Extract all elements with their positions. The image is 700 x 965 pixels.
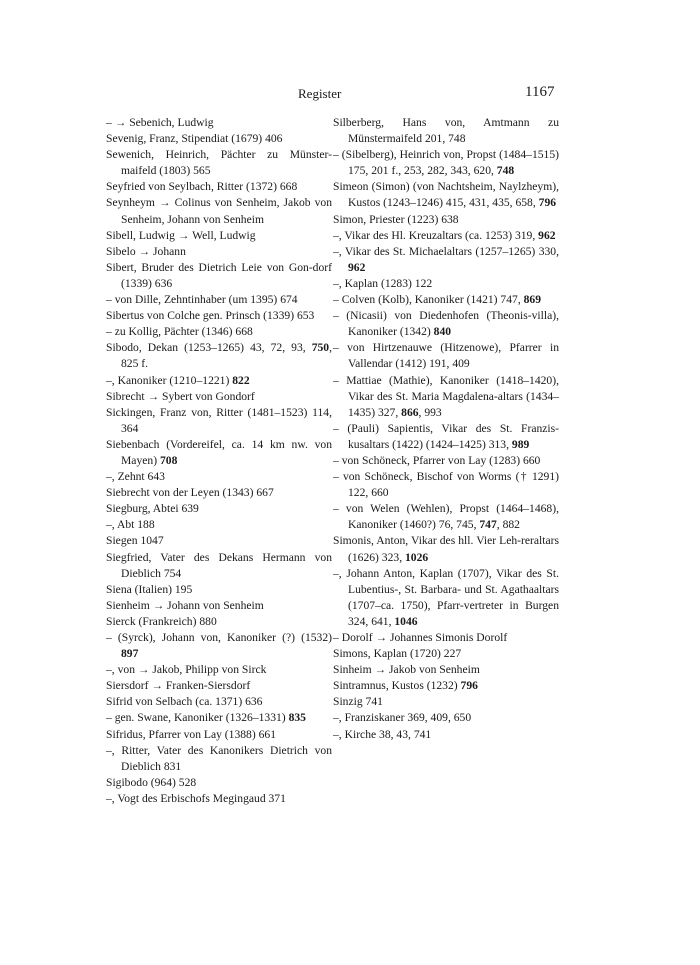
entry-text: Simon, Priester (1223) 638 [333,212,459,226]
bold-page-reference: 747 [479,518,497,532]
entry-text: Seyfried von Seylbach, Ritter (1372) 668 [106,180,298,194]
page-number: 1167 [525,84,555,100]
entry-text: Silberberg, Hans von, Amtmann zu Münstermaifeld 201, 748 [333,116,559,146]
entry-text: – Dorolf → Johannes Simonis Dorolf [333,631,508,644]
entry-text: –, Kaplan (1283) 122 [333,276,433,290]
entry-text: Sibrecht → Sybert von Gondorf [106,389,255,403]
bold-page-reference: 869 [523,293,542,307]
index-entry [106,598,332,614]
index-entry [333,179,559,211]
bold-page-reference: 750 [311,341,330,355]
index-entry [106,405,332,437]
entry-text: Sierck (Frankreich) 880 [106,614,217,628]
entry-text: Siegen 1047 [106,534,164,548]
index-entry [106,550,332,582]
entry-text: – (Syrck), Johann von, Kanoniker (?) (1532) [106,631,332,644]
index-entry [106,340,332,372]
index-entry [106,389,332,405]
entry-text: – von Dille, Zehntinhaber (um 1395) 674 [106,293,298,307]
index-entry [106,485,332,501]
entry-text: Simons, Kaplan (1720) 227 [333,647,462,661]
index-entry [106,308,332,324]
bold-page-reference: 897 [121,647,139,661]
entry-text: – Mattiae (Mathie), Kanoniker (1418–1420), Vikar des St. Maria Magdalena-altars (1434–1435) 327, [333,373,559,419]
index-entry [106,469,332,485]
index-entry [333,308,559,340]
index-entry [333,710,559,726]
index-column-left [106,115,332,807]
index-entry [106,324,332,340]
index-entry [333,276,559,292]
bold-page-reference: 1046 [394,614,418,628]
index-entry [333,115,559,147]
entry-text: – → Sebenich, Ludwig [106,116,214,129]
entry-text: – von Schöneck, Pfarrer von Lay (1283) 660 [333,453,541,467]
index-entry [106,147,332,179]
entry-text: Sewenich, Heinrich, Pächter zu Münster-maifeld (1803) 565 [106,148,332,178]
entry-text: –, Vikar des Hl. Kreuzaltars (ca. 1253) 319, [333,228,539,242]
index-entry [333,469,559,501]
bold-page-reference: 835 [288,711,306,725]
index-entry [106,630,332,662]
index-entry [106,743,332,775]
entry-text: –, Franziskaner 369, 409, 650 [333,711,472,725]
index-entry [106,582,332,598]
entry-text: Sibell, Ludwig → Well, Ludwig [106,228,256,242]
index-entry [333,244,559,276]
entry-text: Sifridus, Pfarrer von Lay (1388) 661 [106,727,277,741]
entry-text: Siebenbach (Vordereifel, ca. 14 km nw. von Mayen) [106,437,332,467]
index-entry [333,147,559,179]
entry-text: Sigibodo (964) 528 [106,775,197,789]
entry-text: – zu Kollig, Pächter (1346) 668 [106,325,253,339]
entry-text: Siegburg, Abtei 639 [106,502,199,516]
entry-text: Sevenig, Franz, Stipendiat (1679) 406 [106,132,283,146]
bold-page-reference: 962 [348,260,366,274]
index-entry [106,533,332,549]
index-entry [106,791,332,807]
entry-text: – (Sibelberg), Heinrich von, Propst (1484–1515) 175, 201 f., 253, 282, 343, 620, [333,148,559,178]
entry-text: Sickingen, Franz von, Ritter (1481–1523) 114, 364 [106,405,332,435]
index-entry [333,453,559,469]
entry-text: Sienheim → Johann von Senheim [106,598,264,612]
entry-text: – (Pauli) Sapientis, Vikar des St. Franzis-kusaltars (1422) (1424–1425) 313, [333,421,559,451]
entry-text: – Colven (Kolb), Kanoniker (1421) 747, [333,293,524,307]
index-entry [106,373,332,389]
index-entry [333,340,559,372]
entry-text: –, Ritter, Vater des Kanonikers Dietrich von Dieblich 831 [106,743,332,773]
entry-text: Siegfried, Vater des Dekans Hermann von Dieblich 754 [106,550,332,580]
index-entry [106,437,332,469]
index-entry [333,228,559,244]
entry-text: Simonis, Anton, Vikar des hll. Vier Leh-reraltars (1626) 323, [333,534,559,564]
entry-text: –, Kirche 38, 43, 741 [333,727,432,741]
index-entry [333,212,559,228]
bold-page-reference: 1026 [405,550,429,564]
index-entry [106,501,332,517]
entry-text: Simeon (Simon) (von Nachtsheim, Naylzheym), Kustos (1243–1246) 415, 431, 435, 658, [333,180,559,210]
index-entry [333,694,559,710]
entry-text: Sibert, Bruder des Dietrich Leie von Gon-dorf (1339) 636 [106,260,332,290]
entry-text: –, Johann Anton, Kaplan (1707), Vikar des St. Lubentius-, St. Barbara- und St. Agathaaltars (1707–ca. 1750), Pfarr-vertreter in Burgen 324, 641, [333,566,559,628]
index-entry [106,694,332,710]
index-entry [333,566,559,630]
running-title: Register [298,86,342,101]
index-entry [333,533,559,565]
index-entry [333,373,559,421]
bold-page-reference: 962 [538,228,556,242]
bold-page-reference: 989 [511,437,530,451]
index-entry [106,517,332,533]
index-entry [333,678,559,694]
index-column-right [333,115,559,743]
bold-page-reference: 840 [433,325,452,339]
bold-page-reference: 822 [232,373,250,387]
index-entry [106,775,332,791]
index-entry [106,228,332,244]
entry-text: –, von → Jakob, Philipp von Sirck [106,663,267,677]
bold-page-reference: 708 [159,453,178,467]
entry-text: –, Abt 188 [106,518,155,532]
entry-text: Sinzig 741 [333,695,383,709]
index-entry [106,115,332,131]
index-entry [106,710,332,726]
index-entry [106,195,332,227]
index-entry [333,292,559,308]
entry-text: , 825 f. [121,341,332,371]
index-entry [106,244,332,260]
entry-text: Seynheym → Colinus von Senheim, Jakob von Senheim, Johann von Senheim [106,196,332,226]
bold-page-reference: 748 [496,164,515,178]
entry-text: – von Welen (Wehlen), Propst (1464–1468), Kanoniker (1460?) 76, 745, [333,502,559,532]
entry-text: Siersdorf → Franken-Siersdorf [106,679,251,693]
index-entry [106,292,332,308]
index-entry [333,421,559,453]
bold-page-reference: 866 [401,405,419,419]
entry-text: Sibertus von Colche gen. Prinsch (1339) 653 [106,309,315,323]
index-entry [106,131,332,147]
index-entry [333,727,559,743]
entry-text: –, Kanoniker (1210–1221) [106,373,233,387]
entry-text: Siena (Italien) 195 [106,582,193,596]
index-entry [106,614,332,630]
index-entry [333,646,559,662]
entry-text: Sintramnus, Kustos (1232) [333,679,461,693]
index-entry [106,678,332,694]
entry-text: Sibelo → Johann [106,244,186,258]
index-entry [106,179,332,195]
index-entry [333,501,559,533]
bold-page-reference: 796 [460,679,478,693]
index-entry [333,662,559,678]
index-entry [106,727,332,743]
index-entry [333,630,559,646]
entry-text: Siebrecht von der Leyen (1343) 667 [106,486,274,500]
running-header [0,86,700,106]
entry-text: –, Vogt des Erbischofs Megingaud 371 [106,791,286,805]
bold-page-reference: 796 [538,196,557,210]
entry-text: Sibodo, Dekan (1253–1265) 43, 72, 93, [106,341,312,355]
entry-text: , 882 [496,518,520,532]
entry-text: – von Hirtzenauwe (Hitzenowe), Pfarrer in Vallendar (1412) 191, 409 [333,341,559,371]
entry-text: –, Zehnt 643 [106,470,165,484]
entry-text: – von Schöneck, Bischof von Worms († 1291) 122, 660 [333,470,559,500]
entry-text: – (Nicasii) von Diedenhofen (Theonis-villa), Kanoniker (1342) [333,309,559,339]
entry-text: Sifrid von Selbach (ca. 1371) 636 [106,695,263,709]
entry-text: –, Vikar des St. Michaelaltars (1257–1265) 330, [333,244,559,258]
entry-text: Sinheim → Jakob von Senheim [333,663,480,677]
entry-text: – gen. Swane, Kanoniker (1326–1331) [106,711,289,725]
entry-text: , 993 [418,405,442,419]
index-entry [106,662,332,678]
index-entry [106,260,332,292]
